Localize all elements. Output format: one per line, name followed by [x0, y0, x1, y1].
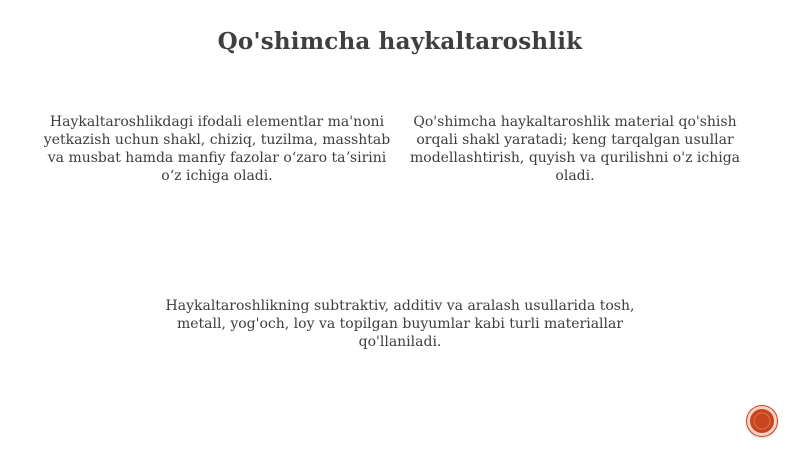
circle-nav-icon — [753, 412, 771, 430]
text-block-bottom: Haykaltaroshlikning subtraktiv, additiv va aralash usullarida tosh, metall, yog'och, loy va topilgan buyumlar kabi turli materiallar qo'llaniladi. — [165, 298, 635, 350]
text-block-left: Haykaltaroshlikdagi ifodali elementlar ma'noni yetkazish uchun shakl, chiziq, tuzilma, masshtab va musbat hamda manfiy fazolar oʻzaro taʼsirini oʻz ichiga oladi. — [43, 114, 391, 184]
slide-nav-button[interactable] — [747, 406, 777, 436]
text-block-right: Qo'shimcha haykaltaroshlik material qo'shish orqali shakl yaratadi; keng tarqalgan usullar modellashtirish, quyish va qurilishni o'z ichiga oladi. — [409, 114, 741, 184]
slide-title: Qo'shimcha haykaltaroshlik — [217, 28, 583, 55]
